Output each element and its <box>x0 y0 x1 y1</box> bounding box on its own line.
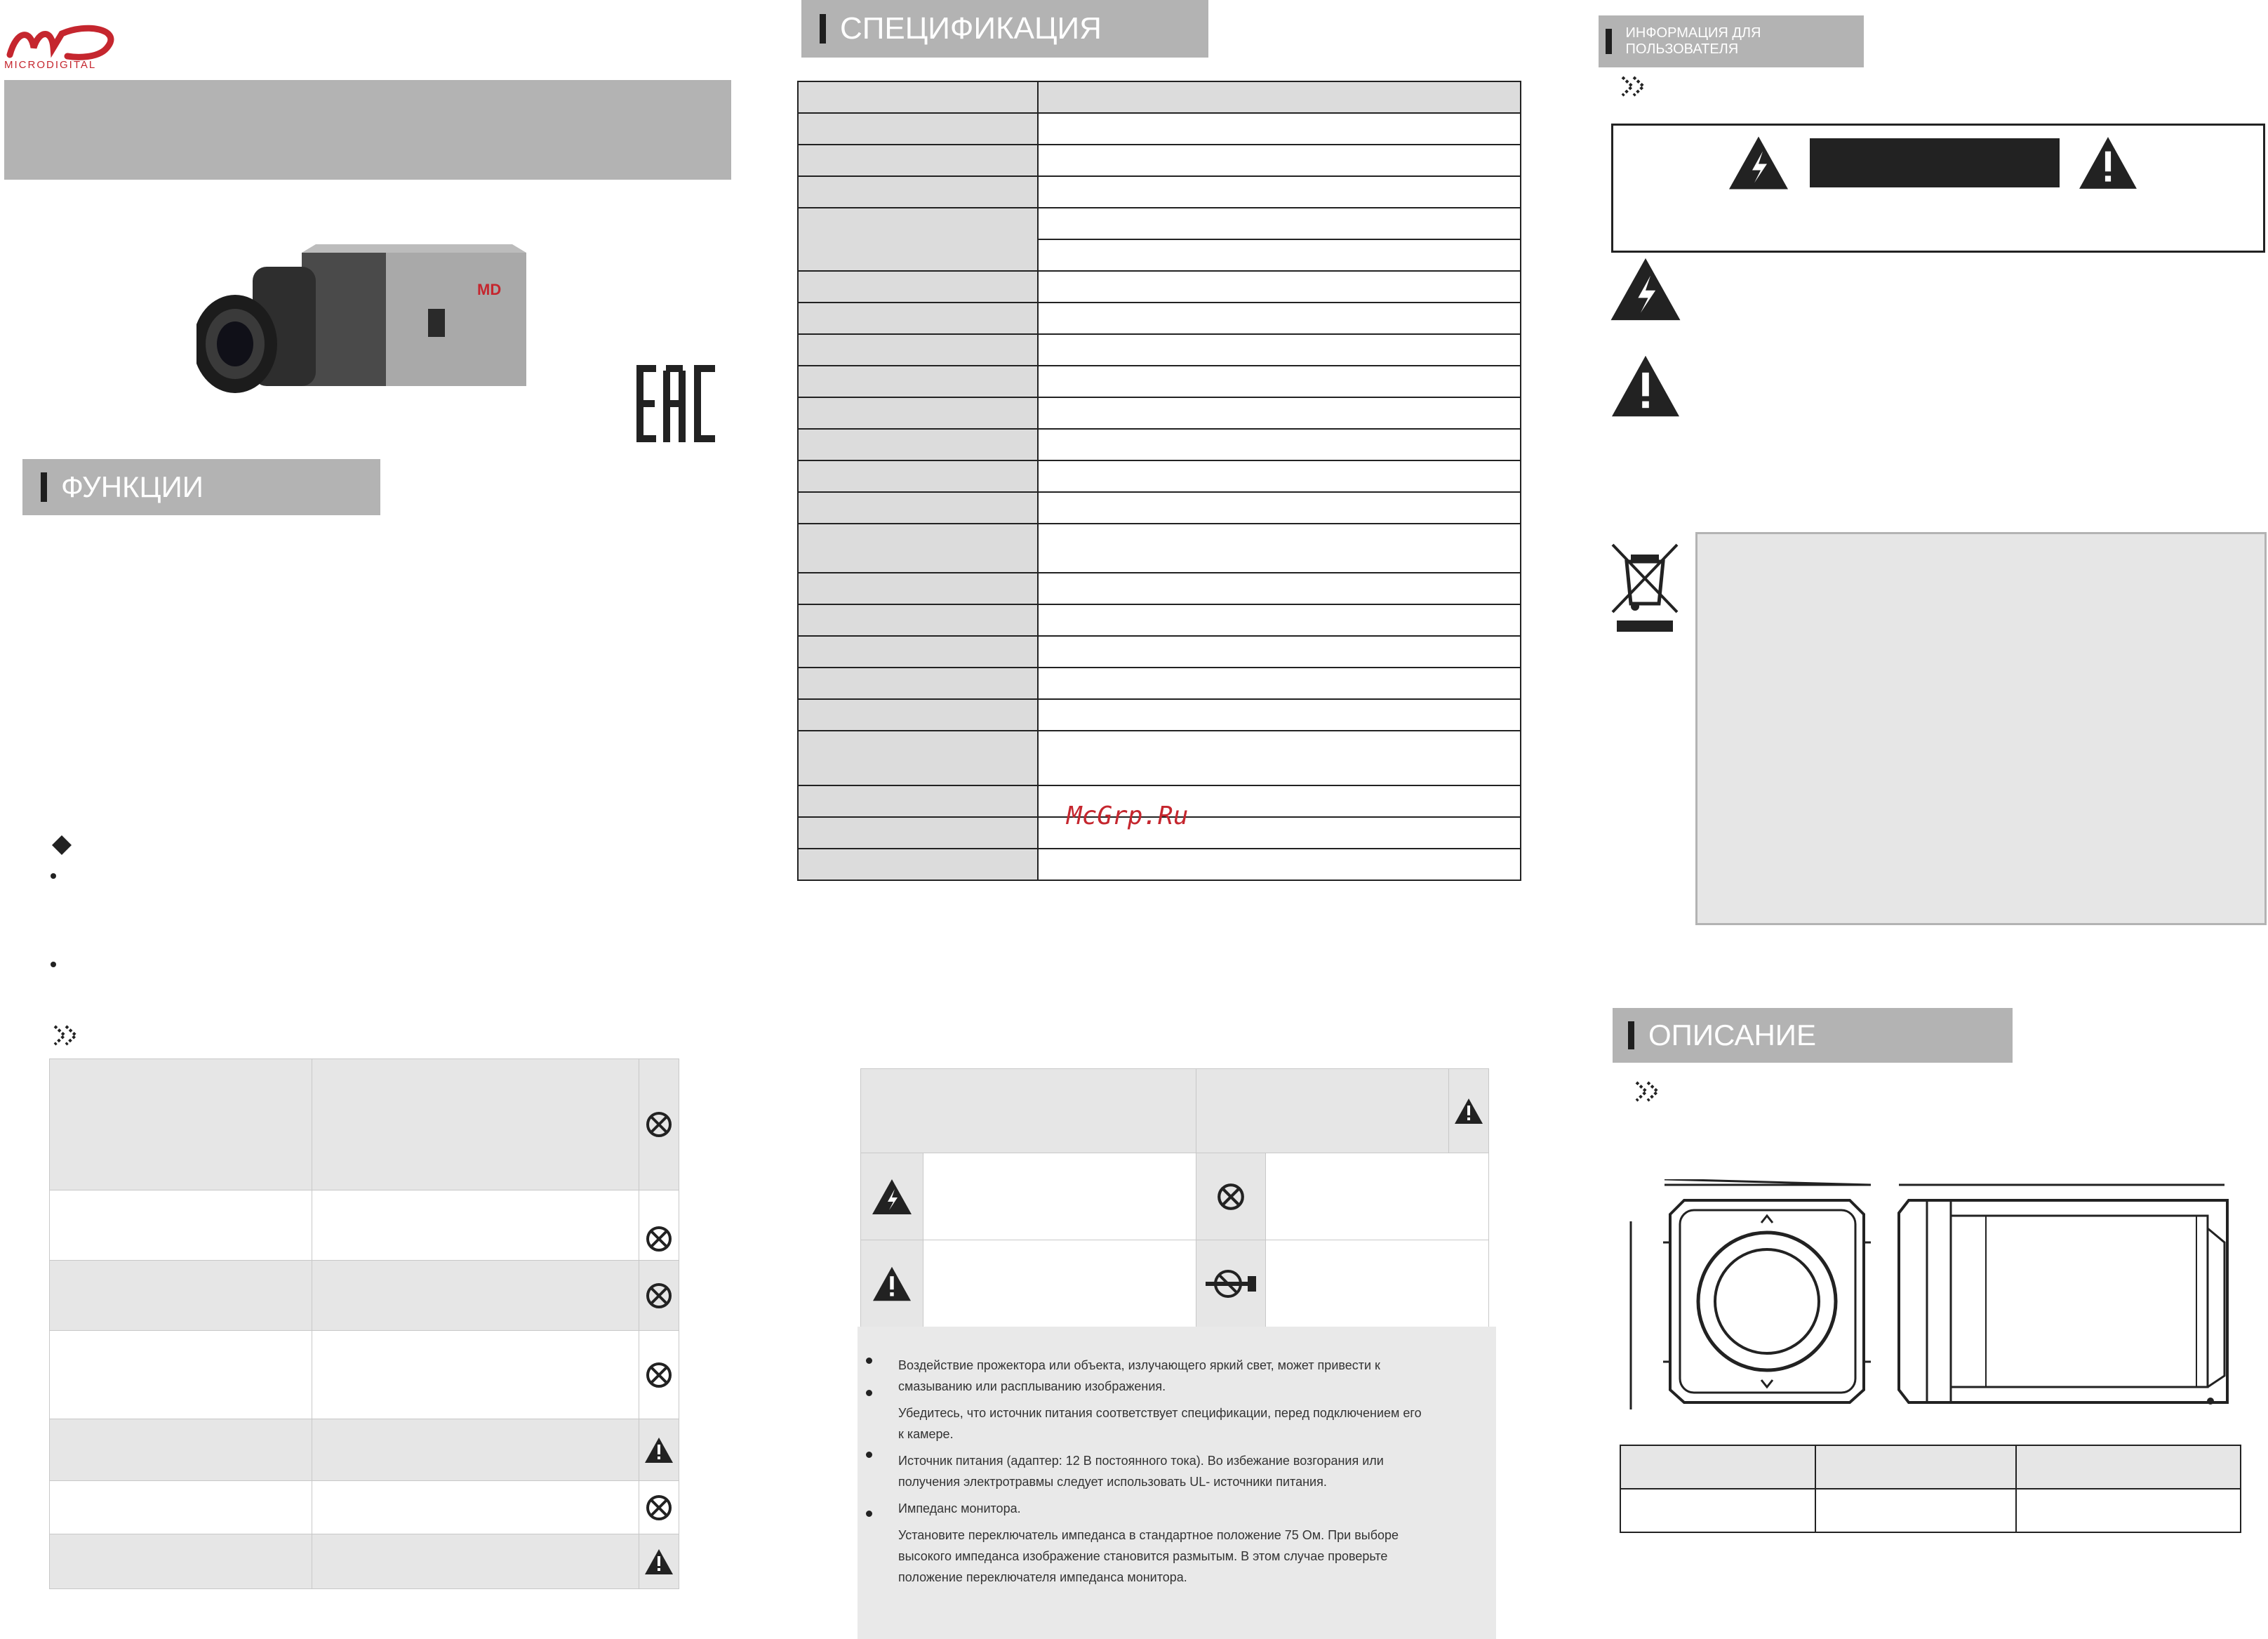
prohibited-icon <box>645 1225 673 1253</box>
prohibited-icon <box>645 1282 673 1310</box>
title-banner <box>4 80 731 180</box>
note-line: высокого импеданса изображение становится размытым. В этом случае проверьте <box>898 1549 1388 1563</box>
precautions-table-middle <box>860 1068 1489 1327</box>
eac-icon <box>635 364 719 444</box>
caution-icon <box>2076 134 2140 192</box>
note-line: Установите переключатель импеданса в стандартное положение 75 Ом. При выборе <box>898 1528 1399 1542</box>
diamond-bullet-icon <box>52 835 72 855</box>
functions-title: ФУНКЦИИ <box>61 470 204 503</box>
electric-shock-icon <box>1727 134 1790 192</box>
double-chevron-icon <box>1621 76 1652 97</box>
note-line: положение переключателя импеданса монитора. <box>898 1570 1187 1584</box>
user-info-title: ИНФОРМАЦИЯ ДЛЯ ПОЛЬЗОВАТЕЛЯ <box>1625 25 1761 57</box>
dimension-drawing <box>1621 1179 2253 1418</box>
caution-icon <box>643 1548 674 1576</box>
description-table <box>1620 1445 2241 1533</box>
usage-notes <box>858 1327 1496 1639</box>
caution-icon <box>643 1436 674 1464</box>
note-bullet <box>866 1452 872 1458</box>
caution-icon <box>871 1265 913 1303</box>
note-line: смазыванию или расплыванию изображения. <box>898 1379 1166 1393</box>
note-line: Убедитесь, что источник питания соответствует спецификации, перед подключением его <box>898 1406 1422 1420</box>
caution-icon <box>1453 1097 1484 1125</box>
description-header <box>1613 1008 2013 1063</box>
warning-box <box>1611 124 2265 253</box>
small-bullet <box>51 873 56 879</box>
caution-icon <box>1608 352 1683 420</box>
camera-photo <box>196 239 533 442</box>
functions-header <box>22 459 380 515</box>
no-disassembly-icon <box>1203 1268 1259 1300</box>
brand-logo <box>3 15 122 72</box>
electric-shock-icon <box>871 1178 913 1216</box>
description-title: ОПИСАНИЕ <box>1648 1018 1816 1051</box>
prohibited-icon <box>645 1110 673 1139</box>
note-line: получения электротравмы следует использовать UL- источники питания. <box>898 1475 1327 1489</box>
disposal-info-box <box>1695 532 2267 925</box>
precautions-table-left <box>49 1059 679 1589</box>
specification-title: СПЕЦИФИКАЦИЯ <box>840 11 1102 46</box>
crossed-bin-icon <box>1610 542 1680 633</box>
brand-name: MICRODIGITAL <box>4 59 97 71</box>
specification-table <box>797 81 1521 881</box>
note-line: к камере. <box>898 1427 954 1441</box>
watermark: McGrp.Ru <box>1067 802 1189 830</box>
note-bullet <box>866 1358 872 1364</box>
user-info-header <box>1599 15 1864 67</box>
caution-label-bar <box>1810 138 2060 187</box>
prohibited-icon <box>1216 1182 1246 1212</box>
prohibited-icon <box>645 1494 673 1522</box>
electric-shock-icon <box>1608 256 1683 323</box>
eac-mark <box>635 364 719 444</box>
note-line: Источник питания (адаптер: 12 В постоянного тока). Во избежание возгорания или <box>898 1454 1384 1468</box>
note-line: Импеданс монитора. <box>898 1501 1021 1515</box>
double-chevron-icon <box>53 1025 84 1046</box>
specification-header <box>801 0 1208 58</box>
small-bullet <box>51 962 56 967</box>
prohibited-icon <box>645 1361 673 1389</box>
double-chevron-icon <box>1635 1081 1666 1102</box>
svg-text:MD: MD <box>477 281 502 298</box>
note-bullet <box>866 1511 872 1517</box>
note-bullet <box>866 1390 872 1396</box>
note-line: Воздействие прожектора или объекта, излучающего яркий свет, может привести к <box>898 1358 1380 1372</box>
